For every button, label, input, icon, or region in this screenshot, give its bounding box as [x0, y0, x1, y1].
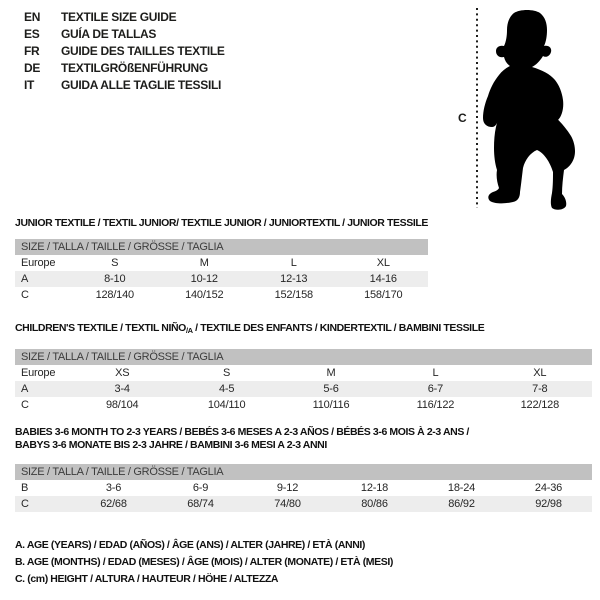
size-cell: 9-12 — [276, 482, 299, 494]
size-cell: L — [432, 367, 439, 379]
size-cell: 140/152 — [185, 289, 224, 301]
size-cell: 3-6 — [105, 482, 122, 494]
size-cell: 152/158 — [274, 289, 313, 301]
language-code: ES — [24, 27, 40, 41]
language-code: IT — [24, 78, 35, 92]
size-cell: 24-36 — [534, 482, 563, 494]
size-cell: 98/104 — [105, 399, 139, 411]
row-label: C — [21, 289, 29, 301]
children-size-table — [15, 349, 592, 413]
row-label: C — [21, 399, 29, 411]
footnote-b: B. AGE (MONTHS) / EDAD (MESES) / ÂGE (MOIS) / ALTER (MONATE) / ETÀ (MESI) — [15, 556, 393, 568]
language-title: GUIDE DES TAILLES TEXTILE — [61, 44, 225, 58]
table-header-bar: SIZE / TALLA / TAILLE / GRÖSSE / TAGLIA — [15, 239, 428, 255]
language-row — [24, 43, 225, 60]
legend-footnotes — [15, 537, 393, 588]
baby-silhouette-icon — [483, 10, 575, 210]
table-row-europe — [15, 365, 592, 381]
footnote-a: A. AGE (YEARS) / EDAD (AÑOS) / ÂGE (ANS) / ALTER (JAHRE) / ETÀ (ANNI) — [15, 539, 366, 551]
size-cell: 10-12 — [190, 273, 218, 285]
language-row — [24, 60, 225, 77]
language-row — [24, 26, 225, 43]
table-row-height — [15, 397, 592, 413]
language-title: GUIDA ALLE TAGLIE TESSILI — [61, 78, 222, 92]
size-cell: 4-5 — [218, 383, 235, 395]
size-cell: XL — [376, 257, 390, 269]
junior-section-title: JUNIOR TEXTILE / TEXTIL JUNIOR/ TEXTILE JUNIOR / JUNIORTEXTIL / JUNIOR TESSILE — [15, 217, 428, 229]
row-label: A — [21, 273, 29, 285]
size-cell: 80/86 — [361, 498, 388, 510]
table-row-europe — [15, 255, 428, 271]
size-cell: 12-18 — [360, 482, 389, 494]
height-label-c: C — [458, 111, 467, 125]
table-header-bar: SIZE / TALLA / TAILLE / GRÖSSE / TAGLIA — [15, 349, 592, 365]
size-cell: 122/128 — [520, 399, 560, 411]
table-row-height — [15, 496, 592, 512]
language-row — [24, 9, 225, 26]
size-cell: 18-24 — [447, 482, 476, 494]
language-title: TEXTILE SIZE GUIDE — [61, 10, 177, 24]
baby-height-figure — [450, 4, 595, 216]
language-code: FR — [24, 44, 40, 58]
size-cell: 62/68 — [100, 498, 127, 510]
table-row-age-months — [15, 480, 592, 496]
language-title: TEXTILGRÖßENFÜHRUNG — [61, 61, 208, 75]
children-section-title: CHILDREN'S TEXTILE / TEXTIL $NIÑO_{/A}$ / TEXTILE DES ENFANTS / KINDERTEXTIL / BAMBINI TESSILE — [15, 322, 485, 335]
size-cell: 7-8 — [532, 383, 548, 395]
size-cell: M — [326, 367, 336, 379]
table-header-bar: SIZE / TALLA / TAILLE / GRÖSSE / TAGLIA — [15, 464, 592, 480]
table-row-height — [15, 287, 428, 303]
language-title: GUÍA DE TALLAS — [61, 27, 157, 41]
size-cell: 110/116 — [312, 399, 350, 411]
language-row — [24, 77, 225, 94]
size-cell: 6-7 — [427, 383, 444, 395]
size-cell: XS — [115, 367, 130, 379]
language-header — [24, 9, 225, 94]
size-cell: S — [223, 367, 231, 379]
babies-section-title: BABIES 3-6 MONTH TO 2-3 YEARS / BEBÉS 3-6 MESES A 2-3 AÑOS / BÉBÉS 3-6 MOIS À 2-3 ANS / BABYS 3-6 MONATE BIS 2-3 JAHRE / BAMBINI 3-6 MESI A 2-3 ANNI — [15, 426, 469, 451]
table-row-age — [15, 271, 428, 287]
size-cell: 116/122 — [416, 399, 455, 411]
size-cell: 92/98 — [535, 498, 562, 510]
table-row-age — [15, 381, 592, 397]
size-cell: 5-6 — [323, 383, 339, 395]
size-cell: 158/170 — [364, 289, 403, 301]
size-cell: M — [199, 257, 209, 269]
row-label: B — [21, 482, 29, 494]
size-cell: 6-9 — [192, 482, 209, 494]
size-cell: 14-16 — [369, 273, 397, 285]
size-cell: S — [111, 257, 119, 269]
language-code: EN — [24, 10, 41, 24]
language-code: DE — [24, 61, 41, 75]
size-cell: 8-10 — [104, 273, 126, 285]
size-cell: 74/80 — [274, 498, 301, 510]
size-cell: 12-13 — [280, 273, 308, 285]
size-cell: L — [290, 257, 297, 269]
size-cell: 68/74 — [187, 498, 214, 510]
size-cell: 104/110 — [207, 399, 246, 411]
footnote-c: C. (cm) HEIGHT / ALTURA / HAUTEUR / HÖHE / ALTEZZA — [15, 573, 279, 585]
size-cell: 3-4 — [114, 383, 130, 395]
row-label: C — [21, 498, 29, 510]
row-label: A — [21, 383, 29, 395]
size-cell: 128/140 — [95, 289, 134, 301]
size-cell: 86/92 — [448, 498, 475, 510]
row-label: Europe — [21, 257, 56, 269]
junior-size-table — [15, 239, 428, 303]
row-label: Europe — [21, 367, 56, 379]
babies-size-table — [15, 464, 592, 512]
size-cell: XL — [533, 367, 547, 379]
